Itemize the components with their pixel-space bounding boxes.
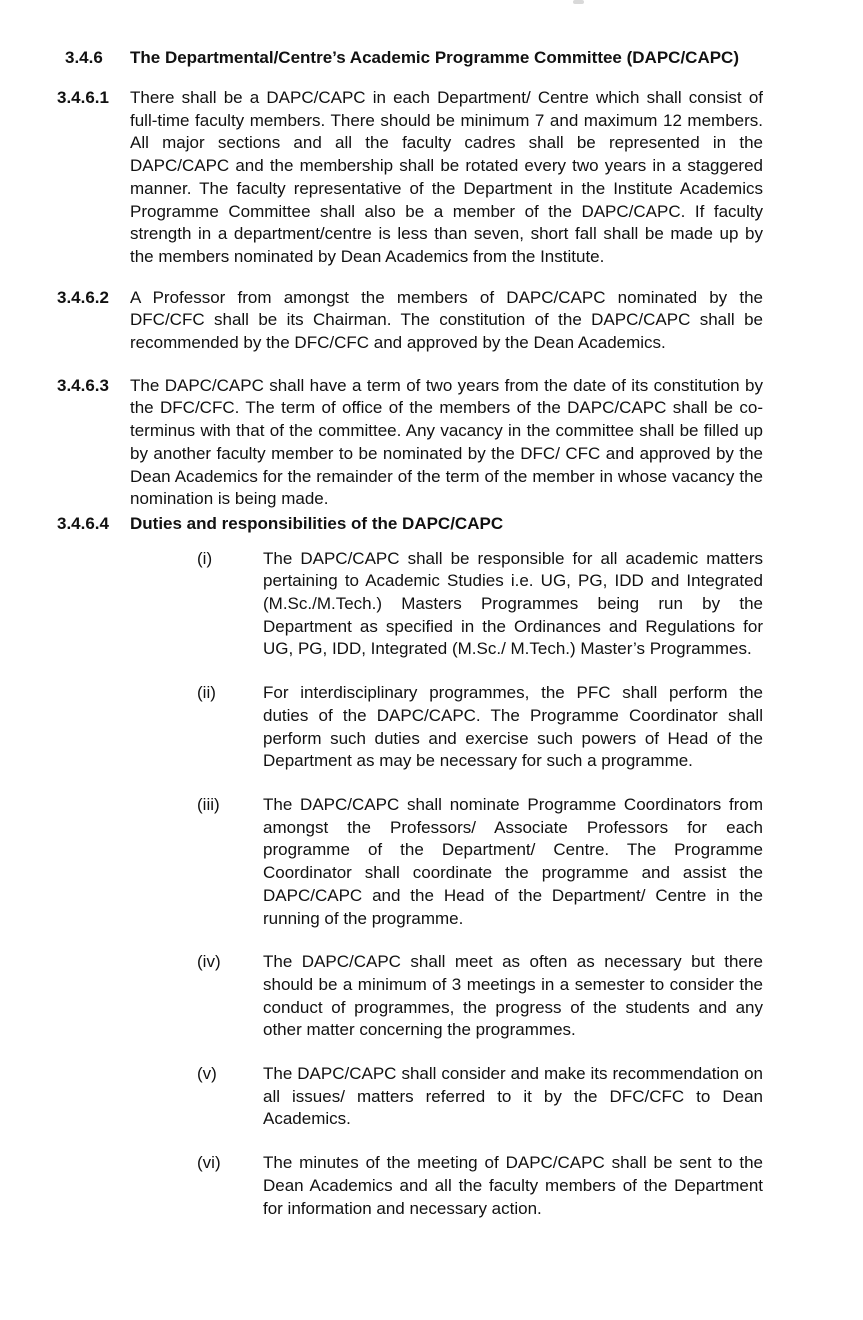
- section-heading: [57, 44, 763, 71]
- clause-text: The DAPC/CAPC shall have a term of two years from the date of its constitution by the DFC/CFC. The term of office of the members of the DAPC/CAPC shall be co-terminus with that of the committee. Any vacancy in the committee shall be filled up by another faculty member to be nominated by the DFC/ CFC and approved by the Dean Academics for the remainder of the term of the member in whose vacancy the nomination is being made.: [130, 375, 763, 509]
- section-number: 3.4.6: [65, 48, 103, 67]
- subsection-heading: [57, 513, 763, 536]
- duty-item-v: [197, 1063, 763, 1131]
- duty-marker: (v): [197, 1064, 217, 1084]
- duty-item-vi: [197, 1152, 763, 1220]
- clause-number: 3.4.6.2: [57, 287, 109, 307]
- duty-item-iii: [197, 794, 763, 930]
- duty-item-ii: [197, 682, 763, 773]
- duty-text: The DAPC/CAPC shall meet as often as necessary but there should be a minimum of 3 meetings in a semester to consider the conduct of programmes, the progress of the students and any other matter concerning the programmes.: [263, 952, 763, 1040]
- clause-3-4-6-3: [57, 375, 763, 511]
- subsection-title: Duties and responsibilities of the DAPC/CAPC: [130, 513, 504, 533]
- duty-marker: (i): [197, 548, 213, 568]
- duty-marker: (ii): [197, 683, 216, 703]
- duty-marker: (iii): [197, 794, 220, 814]
- clause-number: 3.4.6.3: [57, 375, 109, 395]
- clause-number: 3.4.6.1: [57, 88, 109, 107]
- duty-text: The DAPC/CAPC shall be responsible for all academic matters pertaining to Academic Studies i.e. UG, PG, IDD and Integrated (M.Sc./M.Tech.) Masters Programmes being run by the Department as specified in the Ordinances and Regulations for UG, PG, IDD, Integrated (M.Sc./ M.Tech.) Master’s Programmes.: [263, 548, 763, 659]
- duty-item-iv: [197, 951, 763, 1042]
- section-title: The Departmental/Centre’s Academic Programme Committee (DAPC/CAPC): [130, 48, 739, 67]
- duty-text: The minutes of the meeting of DAPC/CAPC shall be sent to the Dean Academics and all the faculty members of the Department for information and necessary action.: [263, 1153, 763, 1218]
- duty-text: The DAPC/CAPC shall consider and make its recommendation on all issues/ matters referred to it by the DFC/CFC to Dean Academics.: [263, 1064, 763, 1129]
- clause-3-4-6-1: [57, 87, 763, 269]
- clause-text: A Professor from amongst the members of DAPC/CAPC nominated by the DFC/CFC shall be its Chairman. The constitution of the DAPC/CAPC shall be recommended by the DFC/CFC and approved by the Dean Academics.: [130, 287, 763, 353]
- duty-marker: (vi): [197, 1153, 221, 1173]
- clause-3-4-6-2: [57, 287, 763, 355]
- duty-text: For interdisciplinary programmes, the PFC shall perform the duties of the DAPC/CAPC. The Programme Coordinator shall perform such duties and exercise such powers of Head of the Department as may be necessary for such a programme.: [263, 683, 763, 771]
- duty-marker: (iv): [197, 952, 221, 972]
- subsection-number: 3.4.6.4: [57, 513, 109, 533]
- scan-artifact: [573, 0, 584, 4]
- clause-text: There shall be a DAPC/CAPC in each Department/ Centre which shall consist of full-time faculty members. There should be minimum 7 and maximum 12 members. All major sections and all the faculty cadres shall be represented in the DAPC/CAPC and the membership shall be rotated every two years in a staggered manner. The faculty representative of the Department in the Institute Academics Programme Committee shall also be a member of the DAPC/CAPC. If faculty strength in a department/centre is less than seven, short fall shall be made up by the members nominated by Dean Academics from the Institute.: [130, 88, 763, 266]
- duty-item-i: [197, 548, 763, 662]
- duty-text: The DAPC/CAPC shall nominate Programme Coordinators from amongst the Professors/ Associate Professors for each programme of the Department/ Centre. The Programme Coordinator shall coordinate the programme and assist the DAPC/CAPC and the Head of the Department/ Centre in the running of the programme.: [263, 794, 763, 928]
